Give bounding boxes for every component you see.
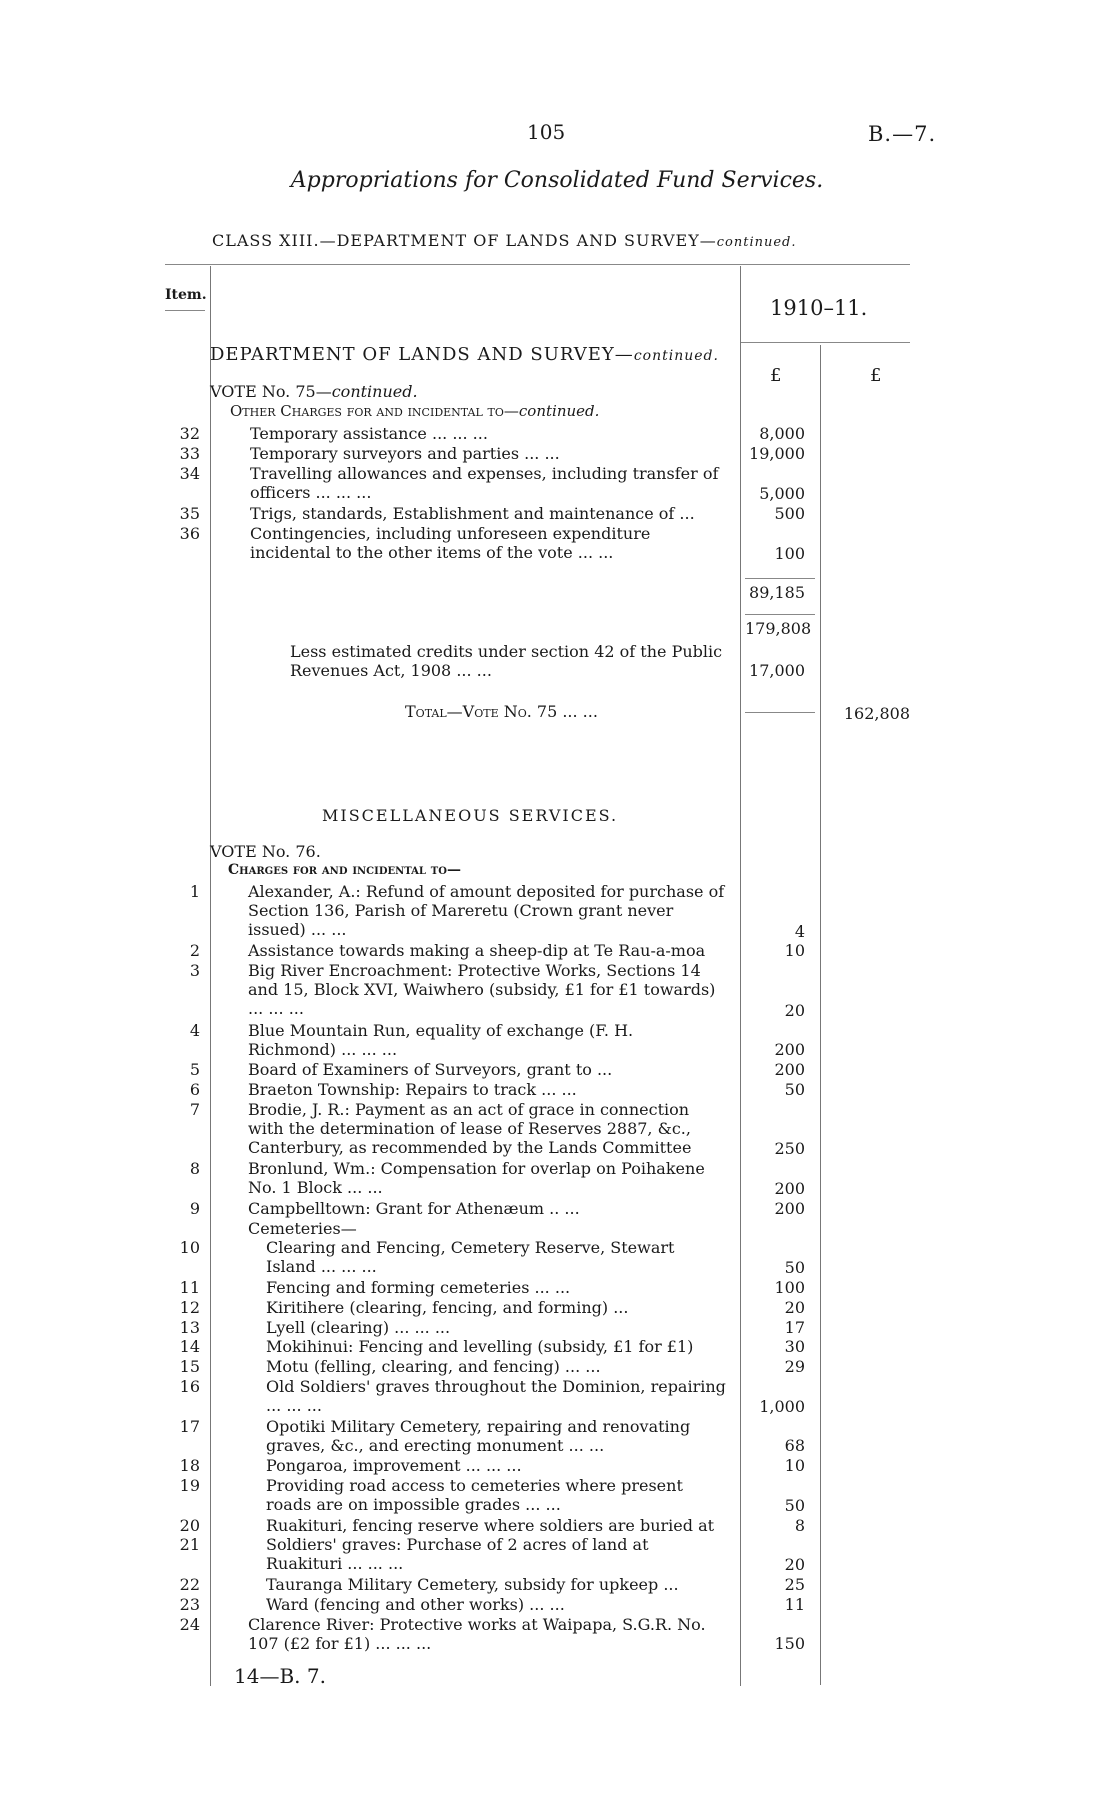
item-number: 34 — [179, 464, 200, 483]
item-amount: 8 — [794, 1515, 805, 1535]
item-amount: 20 — [784, 1297, 805, 1317]
item-underline — [165, 310, 205, 311]
item-number: 5 — [189, 1060, 200, 1080]
item-number: 14 — [179, 1337, 200, 1357]
item-number: 20 — [179, 1515, 200, 1535]
charges-subheading-continued: continued. — [518, 402, 600, 420]
item-amount: 250 — [774, 1139, 805, 1159]
item-column-header: Item. — [165, 287, 207, 303]
item-description: Brodie, J. R.: Payment as an act of grace in connection with the determination of lease of Reserves 2887, &c., Canterbury, as recommended by the Lands Committee — [248, 1099, 692, 1157]
vote-76-heading: VOTE No. 76. — [210, 842, 321, 861]
item-description: Motu (felling, clearing, and fencing) ... ... — [266, 1357, 601, 1377]
total-column-divider — [820, 345, 821, 1685]
item-amount: 19,000 — [749, 444, 805, 463]
item-amount: 29 — [784, 1357, 805, 1377]
item-amount: 200 — [774, 1179, 805, 1198]
currency-column-2: £ — [870, 365, 882, 386]
misc-services-heading: MISCELLANEOUS SERVICES. — [322, 806, 619, 825]
item-number: 8 — [189, 1159, 200, 1179]
item-amount: 200 — [774, 1198, 805, 1218]
item-number: 4 — [189, 1020, 200, 1040]
item-amount: 20 — [784, 1555, 805, 1575]
item-amount: 100 — [774, 544, 805, 563]
page-number: 105 — [527, 120, 566, 144]
vote-75-heading — [210, 382, 418, 401]
item-description: Ward (fencing and other works) ... ... — [266, 1594, 565, 1614]
item-amount: 200 — [774, 1040, 805, 1060]
charges-subheading — [230, 402, 599, 420]
item-description: Trigs, standards, Establishment and maintenance of ... — [250, 504, 695, 523]
item-amount: 150 — [774, 1634, 805, 1654]
gross-rule — [745, 614, 815, 615]
item-amount: 25 — [784, 1575, 805, 1594]
item-amount: 50 — [784, 1258, 805, 1278]
page-footer: 14—B. 7. — [234, 1664, 326, 1688]
vote-75-total-amount: 162,808 — [843, 704, 910, 723]
item-number: 3 — [189, 961, 200, 981]
item-number: 35 — [179, 504, 200, 523]
item-description: Tauranga Military Cemetery, subsidy for upkeep ... — [266, 1575, 679, 1594]
vote-75-gross: 179,808 — [745, 619, 812, 638]
item-description: Braeton Township: Repairs to track ... ... — [248, 1080, 577, 1099]
item-description: Travelling allowances and expenses, including transfer of officers ... ... ... — [250, 464, 719, 502]
item-amount: 68 — [784, 1436, 805, 1456]
item-column-divider — [210, 266, 211, 1686]
item-description: Temporary surveyors and parties ... ... — [250, 444, 560, 463]
vote-76-subheading: Charges for and incidental to— — [228, 862, 461, 878]
currency-column-1: £ — [770, 365, 782, 386]
item-number: 11 — [179, 1278, 200, 1297]
item-description: Lyell (clearing) ... ... ... — [266, 1317, 451, 1337]
item-description: Contingencies, including unforeseen expenditure incidental to the other items of the vote ... ... — [250, 524, 651, 562]
item-number: 16 — [179, 1377, 200, 1396]
item-description: Board of Examiners of Surveyors, grant to ... — [248, 1060, 613, 1080]
item-amount: 11 — [784, 1594, 805, 1614]
item-amount: 17 — [784, 1317, 805, 1337]
item-number: 6 — [189, 1080, 200, 1099]
item-description: Blue Mountain Run, equality of exchange (F. H. Richmond) ... ... ... — [248, 1020, 634, 1059]
vote-75-subtotal: 89,185 — [749, 583, 805, 602]
item-number: 36 — [179, 524, 200, 543]
item-number: 21 — [179, 1535, 200, 1555]
item-description: Old Soldiers' graves throughout the Dominion, repairing ... ... ... — [266, 1377, 726, 1415]
class-heading-text: CLASS XIII.—DEPARTMENT OF LANDS AND SURVEY— — [212, 231, 717, 250]
item-amount: 100 — [774, 1278, 805, 1297]
year-header: 1910–11. — [770, 296, 868, 320]
item-amount: 20 — [784, 1000, 805, 1020]
item-description: Alexander, A.: Refund of amount deposited for purchase of Section 136, Parish of Mareretu (Crown grant never issued) ... ... — [248, 882, 725, 939]
item-amount: 500 — [774, 504, 805, 523]
section-heading — [210, 344, 719, 365]
item-number: 33 — [179, 444, 200, 463]
item-amount: 1,000 — [759, 1396, 805, 1416]
item-amount: 200 — [774, 1060, 805, 1080]
item-description: Campbelltown: Grant for Athenæum .. ... — [248, 1198, 580, 1218]
item-number: 15 — [179, 1357, 200, 1377]
item-number: 19 — [179, 1476, 200, 1495]
item-description: Opotiki Military Cemetery, repairing and renovating graves, &c., and erecting monument ... ... — [266, 1416, 691, 1455]
amount-column-divider — [740, 266, 741, 1686]
item-number: 12 — [179, 1297, 200, 1317]
item-description: Kiritihere (clearing, fencing, and forming) ... — [266, 1297, 629, 1317]
item-number: 24 — [179, 1614, 200, 1634]
item-number: 18 — [179, 1456, 200, 1476]
year-rule — [740, 342, 910, 343]
item-description: Clearing and Fencing, Cemetery Reserve, Stewart Island ... ... ... — [266, 1238, 675, 1277]
item-number: 32 — [179, 424, 200, 443]
class-heading-continued: continued. — [716, 235, 797, 250]
item-description: Mokihinui: Fencing and levelling (subsidy, £1 for £1) — [266, 1337, 694, 1357]
item-number: 22 — [179, 1575, 200, 1594]
item-description: Pongaroa, improvement ... ... ... — [266, 1456, 522, 1476]
item-description: Providing road access to cemeteries where present roads are on impossible grades ... ... — [266, 1476, 683, 1514]
item-number: 17 — [179, 1416, 200, 1436]
section-heading-text: DEPARTMENT OF LANDS AND SURVEY— — [210, 344, 634, 365]
item-amount: 50 — [784, 1080, 805, 1099]
item-description: Clarence River: Protective works at Waipapa, S.G.R. No. 107 (£2 for £1) ... ... ... — [248, 1614, 706, 1653]
less-credits-label: Less estimated credits under section 42 of the Public Revenues Act, 1908 ... ... — [290, 642, 723, 680]
class-heading — [212, 231, 797, 250]
item-number: 9 — [189, 1198, 200, 1218]
item-number: 1 — [189, 882, 200, 901]
item-amount: 10 — [784, 941, 805, 961]
item-description: Soldiers' graves: Purchase of 2 acres of land at Ruakituri ... ... ... — [266, 1535, 649, 1574]
item-description: Fencing and forming cemeteries ... ... — [266, 1278, 571, 1297]
item-amount: 5,000 — [759, 484, 805, 503]
item-amount: 4 — [794, 921, 805, 941]
less-credits-amount: 17,000 — [749, 661, 805, 680]
page-title: Appropriations for Consolidated Fund Services. — [290, 168, 824, 193]
subtotal-rule — [745, 578, 815, 579]
item-number: 23 — [179, 1594, 200, 1614]
item-number: 7 — [189, 1099, 200, 1119]
top-rule — [165, 264, 910, 265]
vote-75-total-label: Total—Vote No. 75 ... ... — [405, 702, 598, 721]
section-heading-continued: continued. — [633, 348, 719, 364]
item-description: Ruakituri, fencing reserve where soldiers are buried at — [266, 1515, 715, 1535]
item-description: Cemeteries— — [248, 1218, 357, 1238]
item-description: Temporary assistance ... ... ... — [250, 424, 488, 443]
item-amount: 8,000 — [759, 424, 805, 443]
item-number: 10 — [179, 1238, 200, 1258]
vote-75-text: VOTE No. 75— — [210, 382, 332, 401]
item-amount: 30 — [784, 1337, 805, 1357]
item-description: Big River Encroachment: Protective Works, Sections 14 and 15, Block XVI, Waiwhero (subsidy, £1 for £1 towards) ... ... ... — [248, 961, 716, 1019]
item-amount: 10 — [784, 1456, 805, 1476]
item-number: 2 — [189, 941, 200, 961]
item-number: 13 — [179, 1317, 200, 1337]
charges-subheading-text: Other Charges for and incidental to— — [230, 402, 519, 420]
document-reference: B.—7. — [868, 122, 937, 146]
item-description: Bronlund, Wm.: Compensation for overlap on Poihakene No. 1 Block ... ... — [248, 1159, 705, 1198]
vote-75-continued: continued. — [331, 382, 418, 401]
total-rule — [745, 712, 815, 713]
item-description: Assistance towards making a sheep-dip at Te Rau-a-moa — [248, 941, 706, 961]
item-amount: 50 — [784, 1495, 805, 1515]
